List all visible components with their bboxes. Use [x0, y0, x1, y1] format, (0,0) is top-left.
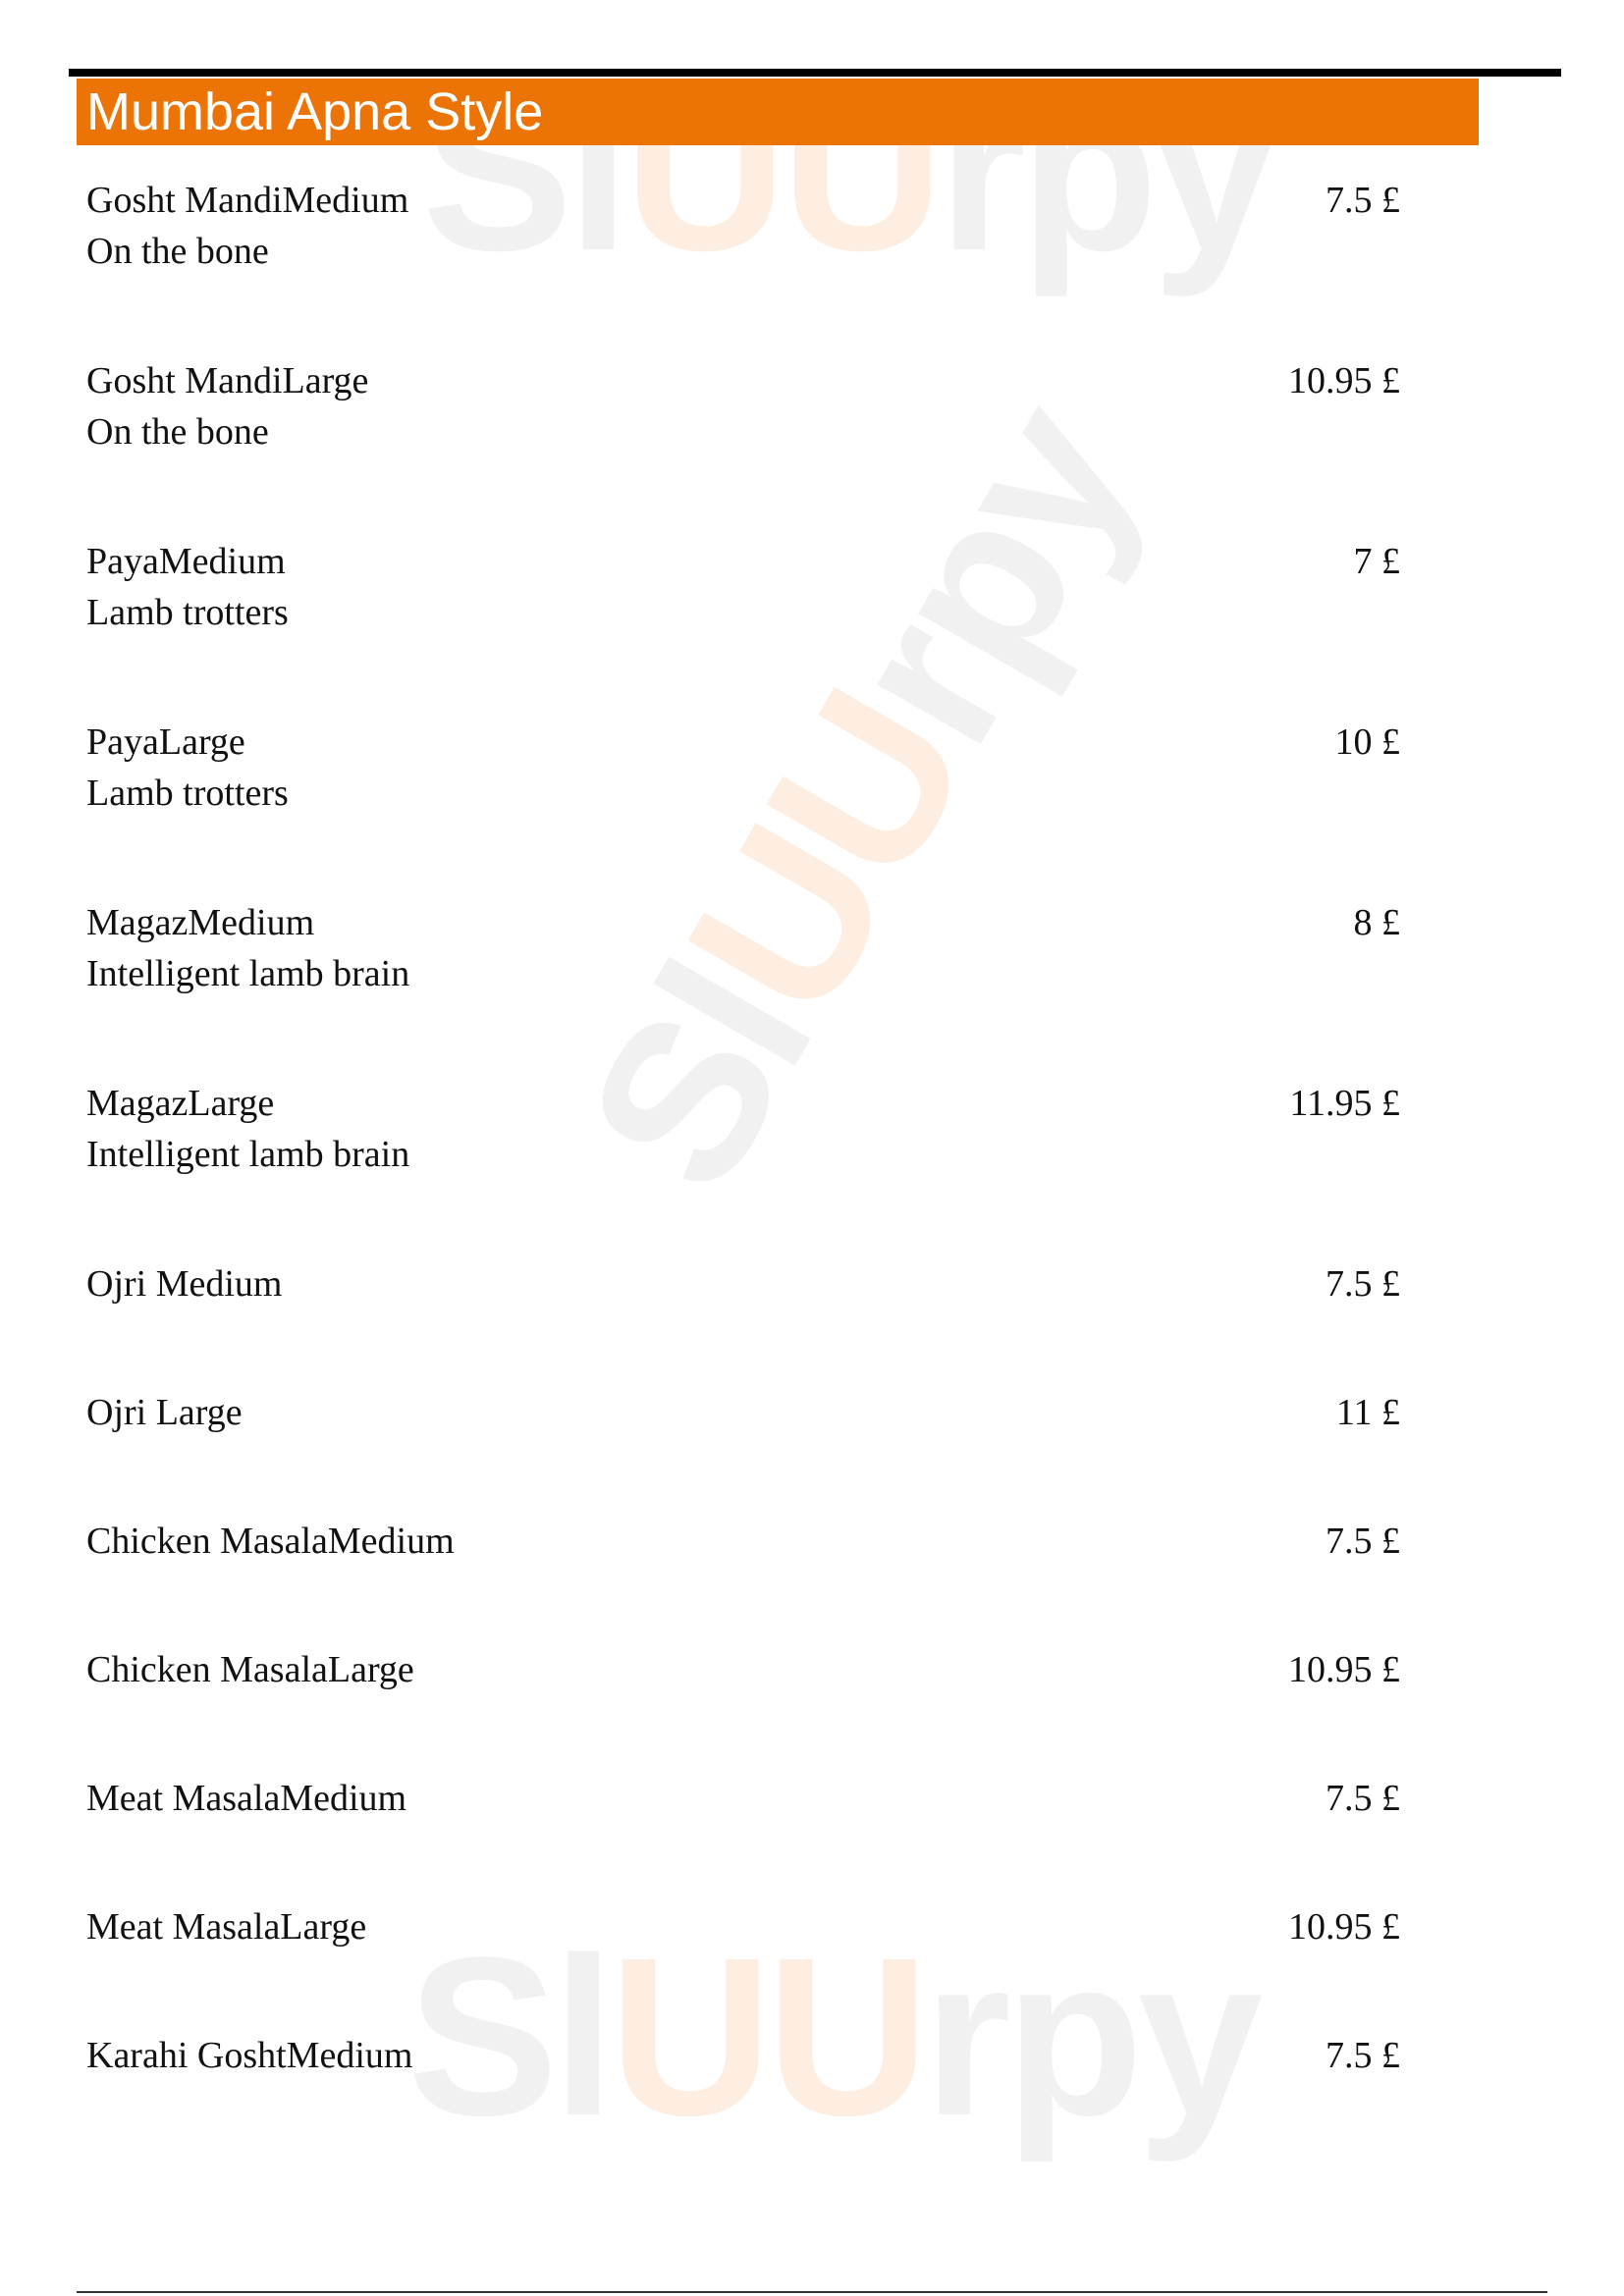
item-text: [86, 1516, 455, 1567]
item-description: Intelligent lamb brain: [86, 953, 410, 994]
item-name: MagazLarge: [86, 1083, 275, 1124]
menu-item: [86, 1258, 1400, 1387]
item-text: [86, 1901, 366, 1952]
menu-item: [86, 1516, 1400, 1644]
section-header: [77, 79, 1479, 145]
item-price: 7.5 £: [1326, 180, 1400, 221]
item-name: Gosht MandiLarge: [86, 360, 369, 401]
item-name: Ojri Large: [86, 1392, 243, 1433]
item-text: [86, 1258, 282, 1309]
top-rule: [69, 69, 1561, 77]
item-name: Chicken MasalaMedium: [86, 1521, 455, 1562]
item-price: 11.95 £: [1289, 1083, 1400, 1124]
item-text: [86, 536, 289, 638]
menu-list: [86, 175, 1400, 2163]
item-text: [86, 1773, 406, 1824]
item-description: Lamb trotters: [86, 592, 289, 633]
item-price: 10.95 £: [1288, 1649, 1400, 1690]
menu-item: [86, 1078, 1400, 1258]
menu-item: [86, 1387, 1400, 1516]
item-price: 10 £: [1334, 721, 1400, 763]
item-price: 7.5 £: [1326, 1778, 1400, 1819]
menu-item: [86, 1773, 1400, 1901]
menu-item: [86, 2030, 1400, 2159]
item-text: [86, 175, 408, 277]
item-text: [86, 1078, 409, 1180]
item-description: Intelligent lamb brain: [86, 1134, 410, 1175]
item-text: [86, 897, 409, 999]
item-text: [86, 1387, 243, 1438]
item-price: 7 £: [1353, 541, 1400, 582]
item-price: 10.95 £: [1288, 1906, 1400, 1948]
slurpy-watermark-top: SlUUrpy: [422, 45, 1272, 297]
item-text: [86, 1644, 414, 1695]
slurpy-watermark-middle: SlUUrpy: [537, 366, 1182, 1229]
item-price: 7.5 £: [1326, 2035, 1400, 2076]
menu-item: [86, 1644, 1400, 1773]
item-name: PayaMedium: [86, 541, 286, 582]
item-description: Lamb trotters: [86, 773, 289, 814]
menu-item: [86, 1901, 1400, 2030]
menu-item: [86, 536, 1400, 717]
item-name: Chicken MasalaLarge: [86, 1649, 414, 1690]
item-text: [86, 717, 289, 819]
item-description: On the bone: [86, 411, 269, 453]
item-price: 11 £: [1335, 1392, 1400, 1433]
item-name: Meat MasalaLarge: [86, 1906, 367, 1948]
item-name: PayaLarge: [86, 721, 245, 763]
bottom-rule: [77, 2291, 1547, 2293]
item-text: [86, 355, 368, 457]
menu-item: [86, 175, 1400, 355]
item-description: On the bone: [86, 231, 269, 272]
item-price: 8 £: [1353, 902, 1400, 943]
item-name: Gosht MandiMedium: [86, 180, 409, 221]
item-name: MagazMedium: [86, 902, 315, 943]
item-name: Ojri Medium: [86, 1263, 283, 1305]
item-name: Meat MasalaMedium: [86, 1778, 407, 1819]
menu-item: [86, 897, 1400, 1078]
item-price: 10.95 £: [1288, 360, 1400, 401]
item-name: Karahi GoshtMedium: [86, 2035, 413, 2076]
menu-item: [86, 717, 1400, 897]
menu-item: [86, 355, 1400, 536]
item-text: [86, 2030, 412, 2081]
item-price: 7.5 £: [1326, 1521, 1400, 1562]
item-price: 7.5 £: [1326, 1263, 1400, 1305]
section-title: Mumbai Apna Style: [86, 82, 544, 141]
slurpy-watermark-bottom: SlUUrpy: [407, 1910, 1258, 2163]
